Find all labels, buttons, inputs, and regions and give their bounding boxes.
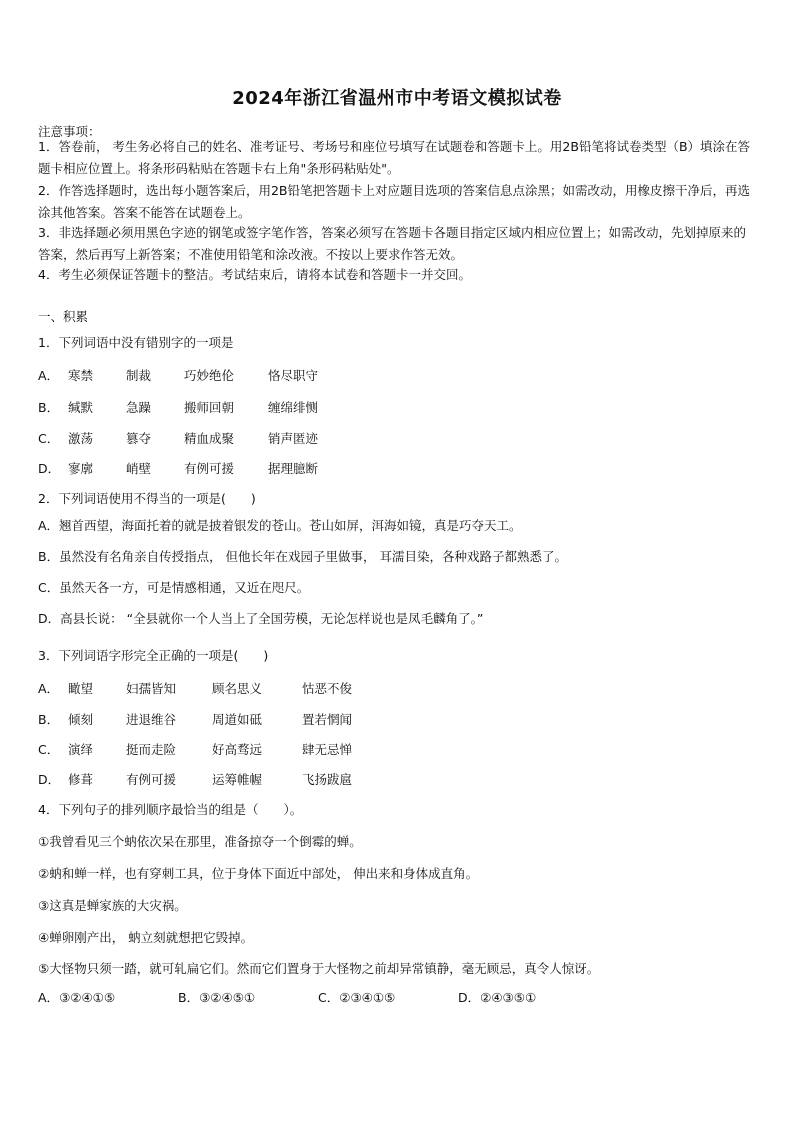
question-1-option-b xyxy=(38,398,318,416)
option-label: D． xyxy=(458,990,481,1005)
option-word: 好高骛远 xyxy=(212,742,263,757)
option-word: 精血成聚 xyxy=(184,431,235,446)
option-word: 有例可援 xyxy=(126,772,177,787)
option-word: 峭壁 xyxy=(126,461,152,476)
option-label: C． xyxy=(38,742,60,757)
answer-value: ②③④①⑤ xyxy=(339,990,396,1005)
question-4-sentence-4: ④蝉卵刚产出， 蚋立刻就想把它毁掉。 xyxy=(38,930,254,945)
option-word: 缄默 xyxy=(68,400,94,415)
answer-value: ③②④①⑤ xyxy=(59,990,116,1005)
option-word: 怙恶不俊 xyxy=(302,681,353,696)
question-1-stem: 1．下列词语中没有错别字的一项是 xyxy=(38,335,234,350)
answer-choice-a xyxy=(38,988,178,1006)
option-word: 肆无忌惮 xyxy=(302,742,353,757)
option-word: 飞扬跋扈 xyxy=(302,772,353,787)
question-4-answers xyxy=(38,988,536,1006)
question-4-sentence-2: ②蚋和蝉一样，也有穿刺工具，位于身体下面近中部处， 伸出来和身体成直角。 xyxy=(38,866,479,881)
option-word: 妇孺皆知 xyxy=(126,681,177,696)
option-word: 顾名思义 xyxy=(212,681,263,696)
option-word: 据理臆断 xyxy=(268,461,319,476)
answer-choice-d xyxy=(458,988,536,1006)
option-word: 周道如砥 xyxy=(212,712,263,727)
question-3-option-c xyxy=(38,740,352,758)
question-4-sentence-1: ①我曾看见三个蚋依次呆在那里，准备掠夺一个倒霉的蝉。 xyxy=(38,834,362,849)
question-4-sentence-3: ③这真是蝉家族的大灾祸。 xyxy=(38,898,187,913)
option-label: B． xyxy=(38,400,60,415)
question-3-option-a xyxy=(38,679,352,697)
notice-heading: 注意事项： xyxy=(38,124,101,139)
option-word: 篡夺 xyxy=(126,431,152,446)
question-3-option-d xyxy=(38,770,352,788)
option-word: 进退维谷 xyxy=(126,712,177,727)
option-word: 挺而走险 xyxy=(126,742,177,757)
question-2-option-b: B．虽然没有名角亲自传授指点， 但他长年在戏园子里做事， 耳濡目染，各种戏路子都熟悉了。 xyxy=(38,549,568,564)
option-label: D． xyxy=(38,461,61,476)
question-2-stem: 2．下列词语使用不得当的一项是( ) xyxy=(38,491,256,506)
option-label: A． xyxy=(38,990,60,1005)
option-label: D． xyxy=(38,772,61,787)
section-heading: 一、积累 xyxy=(38,309,89,324)
question-4-stem: 4．下列句子的排列顺序最恰当的组是（ ）。 xyxy=(38,802,303,817)
question-3-option-b xyxy=(38,710,352,728)
option-label: B． xyxy=(178,990,200,1005)
option-word: 演绎 xyxy=(68,742,94,757)
answer-value: ③②④⑤① xyxy=(199,990,256,1005)
option-word: 搬师回朝 xyxy=(184,400,235,415)
answer-value: ②④③⑤① xyxy=(480,990,537,1005)
option-word: 巧妙绝伦 xyxy=(184,368,235,383)
option-label: B． xyxy=(38,712,60,727)
option-word: 瞰望 xyxy=(68,681,94,696)
question-2-option-d: D．高县长说： “全县就你一个人当上了全国劳模，无论怎样说也是凤毛麟角了。” xyxy=(38,611,484,626)
option-word: 急躁 xyxy=(126,400,152,415)
option-word: 运筹帷幄 xyxy=(212,772,263,787)
option-word: 寒禁 xyxy=(68,368,94,383)
notice-item-1: 1．答卷前， 考生务必将自己的姓名、准考证号、考场号和座位号填写在试题卷和答题卡上。用2B铅笔将试卷类型（B）填涂在答题卡相应位置上。将条形码粘贴在答题卡右上角"条形码粘贴处"。 xyxy=(38,139,751,176)
option-word: 置若惘闻 xyxy=(302,712,353,727)
option-word: 销声匿迹 xyxy=(268,431,319,446)
question-3-stem: 3．下列词语字形完全正确的一项是( ) xyxy=(38,648,269,663)
question-1-option-d xyxy=(38,459,318,477)
notice-item-4: 4．考生必须保证答题卡的整洁。考试结束后，请将本试卷和答题卡一并交回。 xyxy=(38,267,471,282)
option-label: C． xyxy=(318,990,340,1005)
option-word: 寥廓 xyxy=(68,461,94,476)
question-2-option-c: C．虽然天各一方，可是情感相通，又近在咫尺。 xyxy=(38,580,310,595)
option-word: 修葺 xyxy=(68,772,94,787)
option-label: A． xyxy=(38,681,60,696)
answer-choice-b xyxy=(178,988,318,1006)
option-word: 恪尽职守 xyxy=(268,368,319,383)
question-4-sentence-5: ⑤大怪物只须一踏，就可轧扁它们。然而它们置身于大怪物之前却异常镇静，毫无顾忌，真令人惊讶。 xyxy=(38,961,600,976)
option-word: 制裁 xyxy=(126,368,152,383)
question-1-option-a xyxy=(38,366,318,384)
answer-choice-c xyxy=(318,988,458,1006)
question-2-option-a: A．翘首西望，海面托着的就是披着银发的苍山。苍山如屏，洱海如镜，真是巧夺天工。 xyxy=(38,518,522,533)
option-word: 激荡 xyxy=(68,431,94,446)
option-label: A． xyxy=(38,368,60,383)
option-word: 有例可援 xyxy=(184,461,235,476)
notice-item-3: 3．非选择题必须用黑色字迹的钢笔或签字笔作答，答案必须写在答题卡各题目指定区域内相应位置上；如需改动，先划掉原来的答案，然后再写上新答案；不准使用铅笔和涂改液。不按以上要求作答无效。 xyxy=(38,225,746,262)
notice-item-2: 2．作答选择题时，选出每小题答案后，用2B铅笔把答题卡上对应题目选项的答案信息点涂黑；如需改动，用橡皮擦干净后，再选涂其他答案。答案不能答在试题卷上。 xyxy=(38,183,750,220)
page-title: 2024年浙江省温州市中考语文模拟试卷 xyxy=(232,88,562,109)
option-word: 缠绵绯恻 xyxy=(268,400,319,415)
question-1-option-c xyxy=(38,429,318,447)
option-label: C． xyxy=(38,431,60,446)
option-word: 倾刻 xyxy=(68,712,94,727)
